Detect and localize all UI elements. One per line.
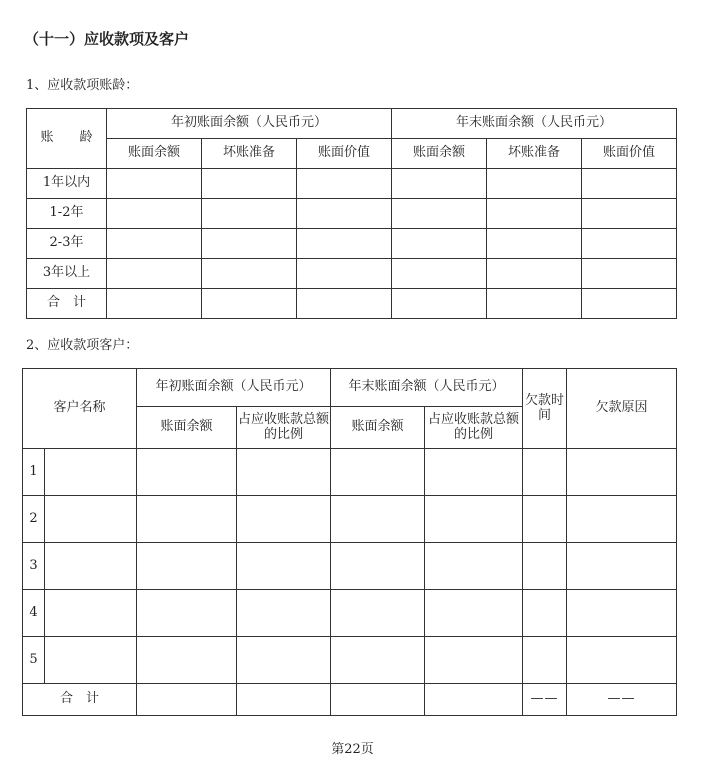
cell [582, 169, 677, 199]
sub-header: 坏账准备 [487, 139, 582, 169]
table-row [23, 496, 677, 543]
sub-header: 账面价值 [582, 139, 677, 169]
dash-time: —— [523, 684, 567, 716]
cell [331, 543, 425, 590]
cell [425, 496, 523, 543]
cell [107, 229, 202, 259]
cell [567, 496, 677, 543]
cell [331, 496, 425, 543]
aging-header: 账 龄 [27, 109, 107, 169]
cell [523, 496, 567, 543]
cell [137, 684, 237, 716]
cell [425, 590, 523, 637]
table-row [27, 229, 677, 259]
cell [45, 590, 137, 637]
cell [107, 259, 202, 289]
cell [237, 449, 331, 496]
cell [202, 229, 297, 259]
cell [137, 543, 237, 590]
cell [392, 199, 487, 229]
sub-header: 占应收账款总额的比例 [425, 407, 523, 449]
group-end-header: 年末账面余额（人民币元） [331, 369, 523, 407]
cell [392, 289, 487, 319]
row-label: 2-3年 [27, 229, 107, 259]
cell [425, 449, 523, 496]
table-row [27, 169, 677, 199]
cell [567, 543, 677, 590]
cell [487, 169, 582, 199]
cell [582, 259, 677, 289]
cell [137, 590, 237, 637]
customer-name-header: 客户名称 [23, 369, 137, 449]
row-number: 3 [23, 543, 45, 590]
cell [137, 637, 237, 684]
cell [237, 637, 331, 684]
cell [331, 449, 425, 496]
cell [425, 543, 523, 590]
page-number: 第22页 [331, 742, 374, 757]
cell [523, 449, 567, 496]
cell [567, 449, 677, 496]
cell [567, 590, 677, 637]
cell [425, 684, 523, 716]
section2-heading: 2、应收款项客户： [26, 338, 139, 353]
cell [237, 543, 331, 590]
cell [297, 229, 392, 259]
row-number: 2 [23, 496, 45, 543]
table-row [23, 637, 677, 684]
cell [523, 637, 567, 684]
row-label-total: 合 计 [23, 684, 137, 716]
cell [523, 590, 567, 637]
cell [45, 496, 137, 543]
cell [137, 496, 237, 543]
row-label: 3年以上 [27, 259, 107, 289]
cell [582, 289, 677, 319]
cell [202, 259, 297, 289]
cell [425, 637, 523, 684]
cell [202, 289, 297, 319]
cell [202, 199, 297, 229]
sub-header: 账面价值 [297, 139, 392, 169]
cell [237, 590, 331, 637]
customer-table [22, 368, 677, 716]
cell [137, 449, 237, 496]
sub-header: 账面余额 [392, 139, 487, 169]
table-row [27, 199, 677, 229]
cell [392, 259, 487, 289]
cell [297, 259, 392, 289]
sub-header: 账面余额 [331, 407, 425, 449]
group-start-header: 年初账面余额（人民币元） [137, 369, 331, 407]
cell [297, 289, 392, 319]
cell [297, 199, 392, 229]
table-row [23, 543, 677, 590]
cell [392, 169, 487, 199]
row-number: 1 [23, 449, 45, 496]
debt-reason-header: 欠款原因 [567, 369, 677, 449]
table-row [23, 449, 677, 496]
row-label: 1-2年 [27, 199, 107, 229]
cell [202, 169, 297, 199]
row-label: 1年以内 [27, 169, 107, 199]
sub-header: 占应收账款总额的比例 [237, 407, 331, 449]
section1-heading: 1、应收款项账龄： [26, 78, 139, 93]
group-end-header: 年末账面余额（人民币元） [392, 109, 677, 139]
cell [487, 289, 582, 319]
table-row-total [27, 289, 677, 319]
table-row-total [23, 684, 677, 716]
cell [582, 229, 677, 259]
cell [107, 199, 202, 229]
cell [237, 496, 331, 543]
debt-time-header: 欠款时间 [523, 369, 567, 449]
table-row [23, 590, 677, 637]
sub-header: 账面余额 [107, 139, 202, 169]
cell [331, 590, 425, 637]
cell [107, 289, 202, 319]
row-number: 5 [23, 637, 45, 684]
cell [297, 169, 392, 199]
cell [331, 684, 425, 716]
aging-table [26, 108, 677, 319]
cell [523, 543, 567, 590]
page-title: （十一）应收款项及客户 [24, 30, 190, 48]
cell [582, 199, 677, 229]
cell [331, 637, 425, 684]
cell [237, 684, 331, 716]
cell [487, 229, 582, 259]
row-number: 4 [23, 590, 45, 637]
sub-header: 坏账准备 [202, 139, 297, 169]
sub-header: 账面余额 [137, 407, 237, 449]
table-row [27, 259, 677, 289]
cell [45, 637, 137, 684]
cell [107, 169, 202, 199]
cell [45, 449, 137, 496]
group-start-header: 年初账面余额（人民币元） [107, 109, 392, 139]
row-label-total: 合 计 [27, 289, 107, 319]
cell [567, 637, 677, 684]
cell [392, 229, 487, 259]
cell [487, 199, 582, 229]
cell [487, 259, 582, 289]
cell [45, 543, 137, 590]
dash-reason: —— [567, 684, 677, 716]
